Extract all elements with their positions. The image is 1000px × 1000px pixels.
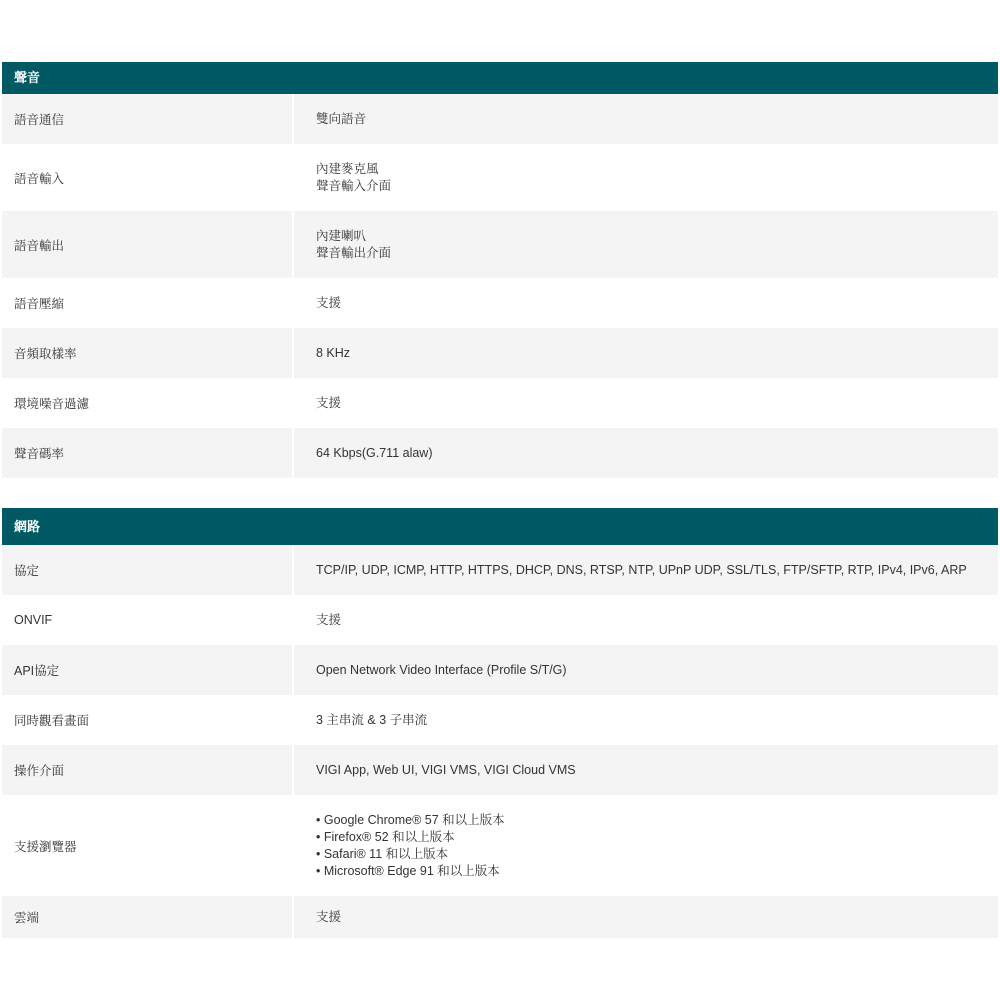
network-section-title: 網路 [2, 508, 998, 545]
spec-value-line: TCP/IP, UDP, ICMP, HTTP, HTTPS, DHCP, DNS, RTSP, NTP, UPnP UDP, SSL/TLS, FTP/SFTP, RTP, IPv4, IPv6, ARP [316, 562, 967, 577]
spec-row [2, 378, 998, 428]
spec-value-line: Open Network Video Interface (Profile S/T/G) [316, 662, 567, 677]
spec-value-line: 3 主串流 & 3 子串流 [316, 712, 428, 727]
spec-label: 同時觀看畫面 [14, 714, 90, 728]
spec-row [2, 278, 998, 328]
spec-row [2, 428, 998, 478]
spec-label: 支援瀏覽器 [14, 839, 77, 854]
spec-label: 語音壓縮 [14, 297, 65, 311]
spec-value-line: 聲音輸出介面 [316, 245, 392, 260]
spec-value [292, 795, 998, 896]
spec-label: 聲音碼率 [14, 447, 65, 461]
spec-value [292, 328, 998, 378]
spec-value [292, 378, 998, 428]
spec-value [292, 428, 998, 478]
spec-row [2, 896, 998, 938]
spec-value-line: 64 Kbps(G.711 alaw) [316, 445, 433, 460]
spec-row [2, 745, 998, 795]
spec-value-line: 內建喇叭 [316, 228, 367, 243]
spec-row [2, 595, 998, 645]
spec-value-line: 內建麥克風 [316, 161, 379, 176]
spec-label: 協定 [14, 564, 40, 578]
spec-value-line: • Microsoft® Edge 91 和以上版本 [316, 863, 500, 878]
spec-row [2, 94, 998, 144]
audio-section [2, 62, 998, 478]
spec-value-line: • Safari® 11 和以上版本 [316, 846, 449, 861]
spec-value-line: 支援 [316, 909, 342, 924]
spec-value-line: • Firefox® 52 和以上版本 [316, 829, 455, 844]
spec-value [292, 278, 998, 328]
spec-row [2, 645, 998, 695]
spec-label: API協定 [14, 664, 60, 678]
spec-value-line: 8 KHz [316, 345, 351, 360]
spec-row [2, 795, 998, 896]
spec-value [292, 94, 998, 144]
spec-label: 語音輸入 [14, 171, 65, 186]
spec-value [292, 645, 998, 695]
spec-row [2, 695, 998, 745]
spec-value [292, 695, 998, 745]
spec-value-line: 支援 [316, 395, 342, 410]
spec-label: 語音通信 [14, 113, 65, 127]
spec-value [292, 211, 998, 278]
spec-value [292, 545, 998, 595]
spec-row [2, 328, 998, 378]
audio-section-title: 聲音 [2, 62, 998, 94]
spec-row [2, 144, 998, 211]
spec-value [292, 745, 998, 795]
spec-value-line: 聲音輸入介面 [316, 178, 392, 193]
spec-value-line: 支援 [316, 295, 342, 310]
spec-value [292, 896, 998, 938]
spec-label: 語音輸出 [14, 238, 65, 253]
network-section [2, 508, 998, 938]
spec-row [2, 545, 998, 595]
spec-label: ONVIF [14, 613, 53, 627]
spec-value [292, 144, 998, 211]
spec-value-line: 支援 [316, 612, 342, 627]
spec-value [292, 595, 998, 645]
spec-value-line: VIGI App, Web UI, VIGI VMS, VIGI Cloud VMS [316, 762, 576, 777]
spec-value-line: 雙向語音 [316, 111, 367, 126]
spec-label: 操作介面 [14, 764, 65, 778]
spec-label: 環境噪音過濾 [14, 397, 90, 411]
spec-row [2, 211, 998, 278]
spec-label: 音頻取樣率 [14, 347, 77, 361]
spec-value-line: • Google Chrome® 57 和以上版本 [316, 812, 505, 827]
spec-label: 雲端 [14, 911, 40, 925]
